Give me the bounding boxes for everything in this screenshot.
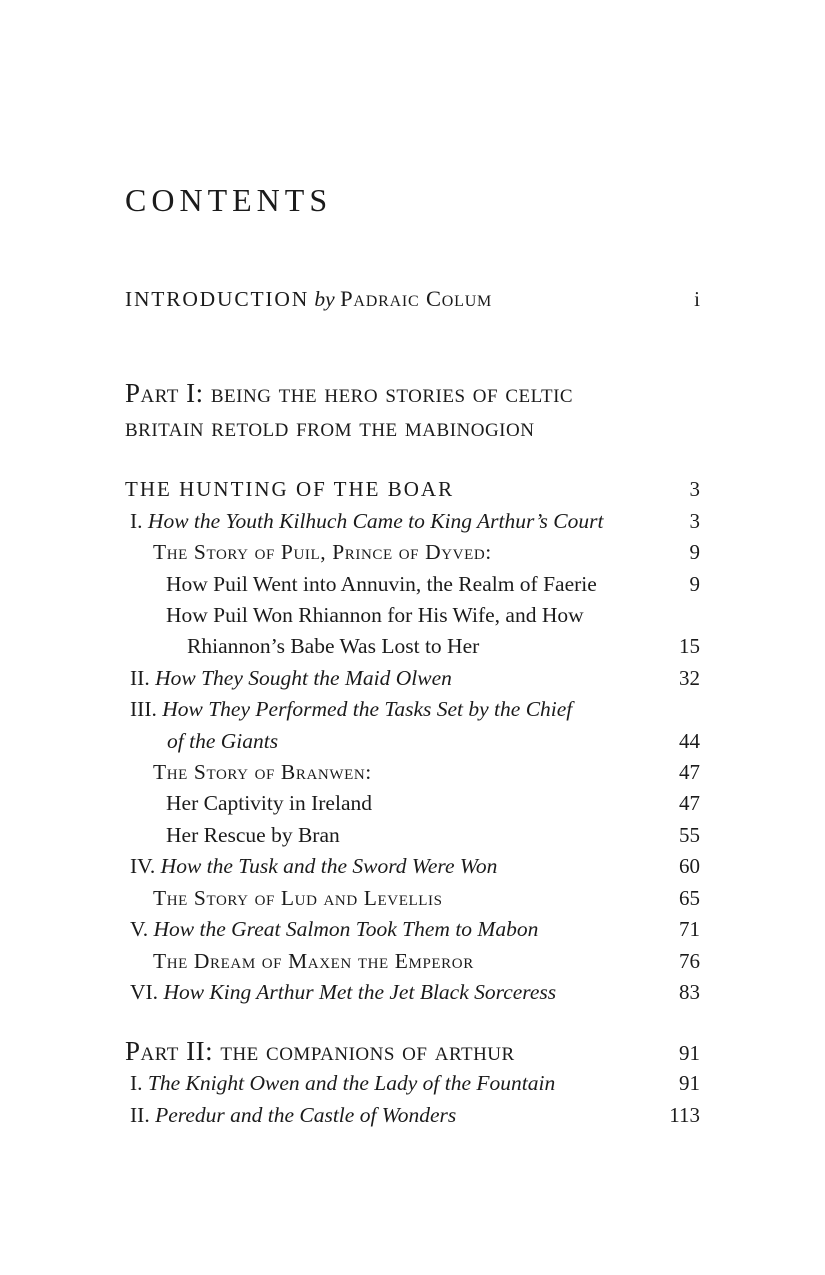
page-number: 83 (679, 979, 700, 1004)
entry-text-wrap (130, 506, 678, 537)
entry-title: How They Performed the Tasks Set by the Chief (162, 697, 573, 722)
page-number: 3 (689, 477, 700, 502)
entry-text-wrap (130, 851, 667, 882)
toc-entry (125, 946, 700, 977)
entry-title: of the Giants (167, 728, 279, 753)
entry-text-wrap (130, 694, 688, 725)
introduction-entry (125, 283, 682, 315)
entry-text-wrap (153, 757, 667, 788)
part2-toc-list (125, 1068, 700, 1131)
toc-entry (125, 537, 700, 568)
entry-title: The Knight Owen and the Lady of the Fountain (147, 1071, 556, 1096)
introduction-author: Padraic Colum (340, 286, 493, 311)
entry-title: Peredur and the Castle of Wonders (155, 1102, 457, 1127)
entry-title: How the Great Salmon Took Them to Mabon (153, 917, 539, 942)
toc-entry (125, 663, 700, 694)
entry-text-wrap (153, 537, 678, 568)
entry-text-wrap (167, 726, 667, 757)
toc-entry (125, 600, 700, 631)
entry-numeral: I. (130, 1071, 148, 1096)
entry-title: The Story of Lud and Levellis (153, 885, 443, 910)
entry-title: Her Rescue by Bran (166, 822, 340, 847)
entry-numeral: II. (130, 665, 156, 690)
toc-entry (125, 851, 700, 882)
entry-numeral: II. (130, 1102, 156, 1127)
entry-text-wrap (153, 946, 667, 977)
entry-text-wrap (166, 569, 678, 600)
page-number: 91 (679, 1071, 700, 1096)
entry-text-wrap (130, 663, 667, 694)
page-number: 71 (679, 917, 700, 942)
toc-entry (125, 631, 700, 662)
toc-entry (125, 569, 700, 600)
toc-entry (125, 883, 700, 914)
entry-text-wrap (166, 600, 688, 631)
page-title: CONTENTS (125, 182, 333, 218)
entry-title: The Story of Puil, Prince of Dyved: (153, 540, 492, 565)
toc-entry (125, 977, 700, 1008)
toc-entry (125, 506, 700, 537)
entry-text-wrap (130, 914, 667, 945)
introduction-by: by (314, 287, 335, 311)
entry-text-wrap (130, 1100, 657, 1131)
entry-title: How the Youth Kilhuch Came to King Arthur’s Court (147, 508, 604, 533)
introduction-label: INTRODUCTION (125, 287, 310, 311)
toc-entry (125, 474, 700, 505)
entry-title: How King Arthur Met the Jet Black Sorceress (163, 979, 557, 1004)
entry-text-wrap (130, 977, 667, 1008)
entry-text-wrap (187, 631, 667, 662)
part1-toc-list (125, 474, 700, 1008)
toc-entry (125, 694, 700, 725)
entry-text-wrap (130, 1068, 667, 1099)
part2-heading (125, 1034, 700, 1070)
entry-title: THE HUNTING OF THE BOAR (125, 477, 455, 502)
toc-entry (125, 788, 700, 819)
page-number: 15 (679, 634, 700, 659)
page-number: 76 (679, 948, 700, 973)
entry-text-wrap (166, 788, 667, 819)
page-number: 32 (679, 665, 700, 690)
part1-heading-line1: Part I: being the hero stories of celtic (125, 378, 574, 409)
page-number: 55 (679, 822, 700, 847)
page-number: 60 (679, 854, 700, 879)
entry-title: How Puil Went into Annuvin, the Realm of Faerie (166, 571, 597, 596)
page-number: 44 (679, 728, 700, 753)
toc-entry (125, 1068, 700, 1099)
toc-entry (125, 726, 700, 757)
entry-numeral: VI. (130, 979, 164, 1004)
toc-entry-introduction (125, 283, 700, 315)
entry-title: The Story of Branwen: (153, 760, 372, 785)
entry-numeral: IV. (130, 854, 161, 879)
page-number: 3 (689, 508, 700, 533)
page-number: i (694, 287, 700, 311)
entry-text-wrap (166, 820, 667, 851)
entry-title: How the Tusk and the Sword Were Won (160, 854, 498, 879)
part1-heading (125, 376, 700, 444)
entry-title: Rhiannon’s Babe Was Lost to Her (187, 634, 480, 659)
entry-title: How Puil Won Rhiannon for His Wife, and How (166, 603, 584, 628)
toc-entry (125, 757, 700, 788)
page-number: 47 (679, 760, 700, 785)
entry-text-wrap (125, 474, 678, 505)
entry-numeral: III. (130, 697, 163, 722)
page-number: 65 (679, 885, 700, 910)
entry-numeral: I. (130, 508, 148, 533)
page-number: 91 (679, 1041, 700, 1066)
entry-title: Her Captivity in Ireland (166, 791, 372, 816)
toc-entry (125, 914, 700, 945)
page-number: 47 (679, 791, 700, 816)
toc-entry (125, 1100, 700, 1131)
toc-entry (125, 820, 700, 851)
entry-title: The Dream of Maxen the Emperor (153, 948, 474, 973)
entry-title: How They Sought the Maid Olwen (155, 665, 452, 690)
page-number: 9 (689, 540, 700, 565)
page-number: 9 (689, 571, 700, 596)
entry-numeral: V. (130, 917, 154, 942)
part2-heading-text: Part II: the companions of arthur (125, 1036, 515, 1067)
page-number: 113 (669, 1102, 700, 1127)
part1-heading-line2: britain retold from the mabinogion (125, 412, 535, 443)
entry-text-wrap (153, 883, 667, 914)
